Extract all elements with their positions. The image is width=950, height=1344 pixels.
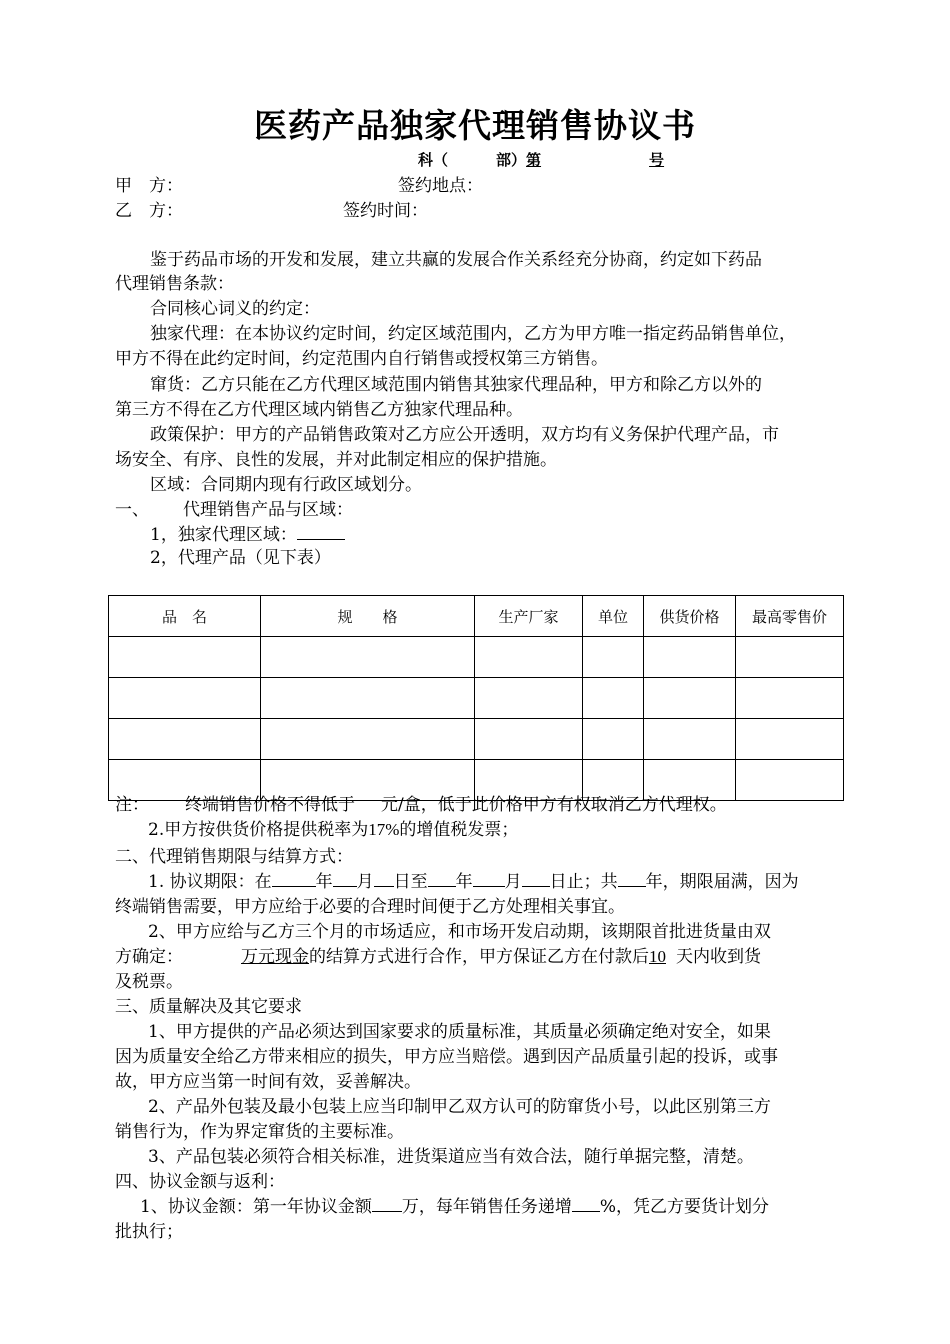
section-1-item-2: 2，代理产品（见下表） <box>150 548 331 568</box>
table-cell <box>736 637 844 678</box>
table-cell <box>261 637 475 678</box>
table-row <box>109 678 844 719</box>
table-row <box>109 637 844 678</box>
section-2-para-2-line-3: 及税票。 <box>115 972 183 992</box>
table-cell <box>261 719 475 760</box>
subtitle-di: 第 号 <box>526 151 665 169</box>
section-2-title: 二、代理销售期限与结算方式： <box>115 847 353 867</box>
policy-line-2: 场安全、有序、良性的发展，并对此制定相应的保护措施。 <box>115 450 557 470</box>
core-terms-heading: 合同核心词义的约定： <box>150 299 320 319</box>
section-3-para-2-line-2: 销售行为，作为界定窜货的主要标准。 <box>115 1122 404 1142</box>
product-table <box>108 595 844 801</box>
section-3-para-1-line-3: 故，甲方应当第一时间有效，妥善解决。 <box>115 1072 421 1092</box>
sign-time-label: 签约时间： <box>343 201 428 221</box>
table-cell <box>736 678 844 719</box>
section-2-para-1-line-1: 1. 协议期限：在 年 月 日至 年 月 日止；共 年，期限届满，因为 <box>148 872 799 892</box>
section-3-para-3: 3、产品包装必须符合相关标准，进货渠道应当有效合法，随行单据完整，清楚。 <box>148 1147 754 1167</box>
column-header: 生产厂家 <box>475 596 583 637</box>
table-cell <box>644 678 736 719</box>
note-label: 注： <box>115 795 149 815</box>
table-cell <box>475 719 583 760</box>
party-b-label: 乙 方： <box>115 201 183 221</box>
exclusive-line-2: 甲方不得在此约定时间，约定范围内自行销售或授权第三方销售。 <box>115 349 608 369</box>
table-cell <box>261 678 475 719</box>
table-row <box>109 719 844 760</box>
policy-line-1: 政策保护：甲方的产品销售政策对乙方应公开透明，双方均有义务保护代理产品，市 <box>150 425 779 445</box>
column-header: 单位 <box>583 596 644 637</box>
subtitle-ke: 科（ <box>418 151 449 169</box>
section-4-para-1-line-1: 1、协议金额：第一年协议金额 万，每年销售任务递增 %，凭乙方要货计划分 <box>140 1197 769 1217</box>
exclusive-line-1: 独家代理：在本协议约定时间，约定区域范围内，乙方为甲方唯一指定药品销售单位， <box>150 324 796 344</box>
note-1: 终端销售价格不得低于 元/盒，低于此价格甲方有权取消乙方代理权。 <box>185 795 727 815</box>
table-cell <box>736 760 844 801</box>
section-3-para-2-line-1: 2、产品外包装及最小包装上应当印制甲乙双方认可的防窜货小号，以此区别第三方 <box>148 1097 771 1117</box>
table-cell <box>109 637 261 678</box>
note-2: 2.甲方按供货价格提供税率为17%的增值税发票； <box>148 820 519 840</box>
column-header: 品 名 <box>109 596 261 637</box>
section-4-title: 四、协议金额与返利： <box>115 1172 285 1192</box>
section-2-para-2-line-2: 方确定： 万元现金的结算方式进行合作，甲方保证乙方在付款后10 天内收到货 <box>115 947 761 967</box>
table-cell <box>644 637 736 678</box>
table-cell <box>583 637 644 678</box>
cross-sale-line-2: 第三方不得在乙方代理区域内销售乙方独家代理品种。 <box>115 400 523 420</box>
section-3-para-1-line-2: 因为质量安全给乙方带来相应的损失，甲方应当赔偿。遇到因产品质量引起的投诉，或事 <box>115 1047 778 1067</box>
region-line: 区域：合同期内现有行政区域划分。 <box>150 475 422 495</box>
table-cell <box>475 678 583 719</box>
table-cell <box>736 719 844 760</box>
party-a-label: 甲 方： <box>115 176 183 196</box>
column-header: 规 格 <box>261 596 475 637</box>
table-cell <box>583 719 644 760</box>
subtitle-bu: 部） <box>496 151 527 169</box>
document-title: 医药产品独家代理销售协议书 <box>254 106 696 145</box>
section-3-para-1-line-1: 1、甲方提供的产品必须达到国家要求的质量标准，其质量必须确定绝对安全，如果 <box>148 1022 771 1042</box>
sign-place-label: 签约地点： <box>398 176 483 196</box>
table-cell <box>583 678 644 719</box>
section-1-number: 一、 <box>115 500 149 520</box>
section-1-item-1: 1，独家代理区域： <box>150 523 345 547</box>
table-cell <box>644 719 736 760</box>
column-header: 最高零售价 <box>736 596 844 637</box>
section-4-para-1-line-2: 批执行； <box>115 1222 183 1242</box>
table-cell <box>109 678 261 719</box>
table-cell <box>109 719 261 760</box>
column-header: 供货价格 <box>644 596 736 637</box>
section-1-title: 代理销售产品与区域： <box>183 500 353 520</box>
table-cell <box>475 637 583 678</box>
section-3-title: 三、质量解决及其它要求 <box>115 997 302 1017</box>
subtitle-number-line <box>418 148 664 172</box>
section-2-para-2-line-1: 2、甲方应给与乙方三个月的市场适应，和市场开发启动期，该期限首批进货量由双 <box>148 922 771 942</box>
section-2-para-1-line-2: 终端销售需要，甲方应给于必要的合理时间便于乙方处理相关事宜。 <box>115 897 625 917</box>
intro-line-1: 鉴于药品市场的开发和发展，建立共赢的发展合作关系经充分协商，约定如下药品 <box>150 250 762 270</box>
product-table-header-row <box>109 596 844 637</box>
intro-line-2: 代理销售条款： <box>115 274 234 294</box>
cross-sale-line-1: 窜货：乙方只能在乙方代理区域范围内销售其独家代理品种，甲方和除乙方以外的 <box>150 375 762 395</box>
